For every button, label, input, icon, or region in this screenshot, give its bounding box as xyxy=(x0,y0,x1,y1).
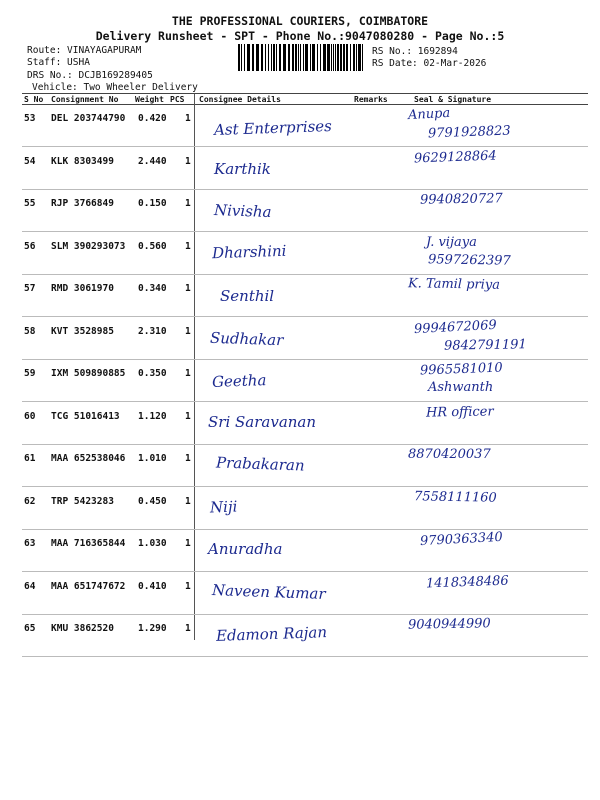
barcode-bar xyxy=(303,44,304,71)
signature-line-1: 9040944990 xyxy=(407,616,491,633)
table-top-rule xyxy=(22,93,588,94)
table-row xyxy=(0,148,600,190)
signature-line-2: 9791928823 xyxy=(427,123,511,142)
barcode-bar xyxy=(271,44,272,71)
row-sno: 65 xyxy=(24,623,36,634)
col-consignee: Consignee Details xyxy=(199,95,281,104)
consignee-handwritten-name: Karthik xyxy=(214,159,271,178)
barcode-bar xyxy=(323,44,326,71)
barcode-bar xyxy=(252,44,254,71)
row-sno: 63 xyxy=(24,538,36,549)
row-consignment-number: MAA 652538046 xyxy=(51,453,126,464)
row-weight: 2.440 xyxy=(138,155,167,167)
barcode-bar xyxy=(346,44,348,71)
barcode-bar xyxy=(358,44,361,71)
signature-line-2: Ashwanth xyxy=(428,380,494,395)
signature-line-1: 9994672069 xyxy=(413,317,498,337)
runsheet-subtitle: Delivery Runsheet - SPT - Phone No.:9047080280 - Page No.:5 xyxy=(95,29,505,43)
row-pcs: 1 xyxy=(185,155,191,167)
barcode-image xyxy=(238,44,366,71)
row-pcs: 1 xyxy=(185,623,191,634)
barcode-bar xyxy=(312,44,315,71)
consignee-handwritten-name: Edamon Rajan xyxy=(215,623,328,645)
table-row xyxy=(0,275,600,317)
consignee-handwritten-name: Geetha xyxy=(211,371,267,391)
consignee-handwritten-name: Nivisha xyxy=(213,201,272,221)
barcode-bar xyxy=(320,44,321,71)
row-pcs: 1 xyxy=(185,283,191,294)
row-sno: 64 xyxy=(24,580,36,592)
row-weight: 0.150 xyxy=(138,198,167,209)
row-sno: 60 xyxy=(24,410,36,422)
barcode-bar xyxy=(317,44,318,71)
row-pcs: 1 xyxy=(185,538,191,549)
row-weight: 0.420 xyxy=(138,113,167,124)
signature-line-1: K. Tamil priya xyxy=(407,276,501,293)
signature-line-1: 7558111160 xyxy=(413,488,497,506)
barcode-bar xyxy=(327,44,330,71)
barcode-bar xyxy=(310,44,311,71)
seal-signature xyxy=(388,530,588,574)
seal-signature xyxy=(388,275,588,319)
barcode-bar xyxy=(305,44,308,71)
signature-line-1: 9790363340 xyxy=(419,529,504,550)
vehicle-label: Vehicle: Two Wheeler Delivery xyxy=(32,82,198,93)
row-weight: 0.450 xyxy=(138,495,167,507)
row-sno: 54 xyxy=(24,155,36,167)
barcode-bar xyxy=(295,44,297,71)
row-consignment-number: RJP 3766849 xyxy=(51,198,114,209)
table-row xyxy=(0,233,600,275)
signature-line-1: 9965581010 xyxy=(419,360,503,379)
seal-signature xyxy=(388,403,588,447)
barcode-bar xyxy=(276,44,277,71)
row-weight: 1.290 xyxy=(138,623,167,634)
barcode-bar xyxy=(300,44,301,71)
drs-number: DRS No.: DCJB169289405 xyxy=(27,70,153,81)
signature-line-1: 1418348486 xyxy=(425,573,509,591)
signature-line-1: J. vijaya xyxy=(426,234,477,250)
table-row xyxy=(0,445,600,487)
barcode-bar xyxy=(261,44,263,71)
row-divider xyxy=(22,656,588,657)
row-weight: 1.010 xyxy=(138,453,167,464)
table-row xyxy=(0,488,600,530)
col-weight: Weight xyxy=(135,95,164,104)
company-title: THE PROFESSIONAL COURIERS, COIMBATORE xyxy=(171,14,429,28)
barcode-bar xyxy=(265,44,266,71)
signature-line-2: 9842791191 xyxy=(443,336,527,354)
barcode-bar xyxy=(279,44,281,71)
seal-signature xyxy=(388,360,588,404)
barcode-bar xyxy=(238,44,240,71)
signature-line-1: 9629128864 xyxy=(413,148,497,166)
row-weight: 1.120 xyxy=(138,410,167,422)
consignee-handwritten-name: Prabakaran xyxy=(215,453,305,475)
row-sno: 53 xyxy=(24,113,36,124)
row-consignment-number: TRP 5423283 xyxy=(51,495,114,507)
barcode-bar xyxy=(333,44,334,71)
consignee-handwritten-name: Niji xyxy=(209,497,238,516)
row-weight: 0.410 xyxy=(138,580,167,592)
barcode-bar xyxy=(362,44,363,71)
seal-signature xyxy=(388,445,588,489)
signature-line-1: Anupa xyxy=(407,105,451,124)
barcode-bar xyxy=(298,44,299,71)
row-weight: 1.030 xyxy=(138,538,167,549)
signature-line-1: 8870420037 xyxy=(408,447,491,462)
seal-signature xyxy=(388,573,588,617)
barcode-bar xyxy=(340,44,342,71)
barcode-bar xyxy=(292,44,294,71)
row-pcs: 1 xyxy=(185,240,191,252)
barcode-bar xyxy=(268,44,269,71)
rs-number: RS No.: 1692894 xyxy=(372,46,458,57)
col-pcs: PCS xyxy=(170,95,185,104)
seal-signature xyxy=(388,105,588,149)
barcode-bar xyxy=(331,44,332,71)
barcode-bar xyxy=(335,44,336,71)
row-consignment-number: DEL 203744790 xyxy=(51,113,126,124)
row-pcs: 1 xyxy=(185,368,191,379)
row-consignment-number: KMU 3862520 xyxy=(51,623,114,634)
consignee-handwritten-name: Sudhakar xyxy=(209,328,284,349)
row-consignment-number: RMD 3061970 xyxy=(51,283,114,294)
seal-signature xyxy=(388,190,588,234)
row-pcs: 1 xyxy=(185,580,191,592)
barcode-bar xyxy=(343,44,345,71)
route-label: Route: VINAYAGAPURAM xyxy=(27,45,142,56)
seal-signature xyxy=(388,148,588,192)
row-pcs: 1 xyxy=(185,198,191,209)
row-weight: 0.350 xyxy=(138,368,167,379)
consignee-handwritten-name: Sri Saravanan xyxy=(208,412,317,431)
table-row xyxy=(0,530,600,572)
row-pcs: 1 xyxy=(185,453,191,464)
barcode-bar xyxy=(273,44,275,71)
row-sno: 55 xyxy=(24,198,36,209)
row-pcs: 1 xyxy=(185,113,191,124)
col-sno: S No xyxy=(24,95,44,104)
row-sno: 61 xyxy=(24,453,36,464)
row-consignment-number: MAA 716365844 xyxy=(51,538,126,549)
seal-signature xyxy=(388,615,588,659)
barcode-bar xyxy=(244,44,245,71)
consignee-handwritten-name: Anuradha xyxy=(208,540,283,558)
col-remarks: Remarks xyxy=(354,95,388,104)
signature-line-1: HR officer xyxy=(425,403,494,421)
barcode-bar xyxy=(353,44,355,71)
staff-label: Staff: USHA xyxy=(27,57,90,68)
table-row xyxy=(0,190,600,232)
table-row xyxy=(0,360,600,402)
barcode-bar xyxy=(337,44,339,71)
seal-signature xyxy=(388,318,588,362)
row-consignment-number: TCG 51016413 xyxy=(51,410,120,422)
row-sno: 62 xyxy=(24,495,36,507)
barcode-bar xyxy=(288,44,290,71)
row-pcs: 1 xyxy=(185,325,191,337)
row-pcs: 1 xyxy=(185,495,191,507)
row-sno: 58 xyxy=(24,325,36,337)
row-sno: 59 xyxy=(24,368,36,379)
row-consignment-number: IXM 509890885 xyxy=(51,368,126,379)
col-seal-signature: Seal & Signature xyxy=(414,95,492,104)
row-weight: 0.560 xyxy=(138,240,167,252)
consignee-handwritten-name: Ast Enterprises xyxy=(213,116,333,140)
row-consignment-number: SLM 390293073 xyxy=(51,240,126,252)
row-weight: 0.340 xyxy=(138,283,167,294)
barcode-bar xyxy=(247,44,250,71)
seal-signature xyxy=(388,233,588,277)
barcode-bar xyxy=(256,44,259,71)
table-row xyxy=(0,318,600,360)
barcode-bar xyxy=(356,44,357,71)
table-row xyxy=(0,105,600,147)
row-weight: 2.310 xyxy=(138,325,167,337)
row-pcs: 1 xyxy=(185,410,191,422)
barcode-bar xyxy=(283,44,286,71)
row-consignment-number: KLK 8303499 xyxy=(51,155,114,167)
consignee-handwritten-name: Dharshini xyxy=(211,241,287,262)
table-row xyxy=(0,403,600,445)
seal-signature xyxy=(388,488,588,532)
signature-line-2: 9597262397 xyxy=(427,251,511,269)
table-row xyxy=(0,615,600,657)
row-sno: 56 xyxy=(24,240,36,252)
row-consignment-number: MAA 651747672 xyxy=(51,580,126,592)
signature-line-1: 9940820727 xyxy=(419,191,503,208)
rs-date: RS Date: 02-Mar-2026 xyxy=(372,58,487,69)
row-sno: 57 xyxy=(24,283,36,294)
row-consignment-number: KVT 3528985 xyxy=(51,325,114,337)
table-row xyxy=(0,573,600,615)
consignee-handwritten-name: Senthil xyxy=(220,287,275,305)
consignee-handwritten-name: Naveen Kumar xyxy=(211,580,326,603)
barcode-bar xyxy=(350,44,351,71)
barcode-bar xyxy=(241,44,242,71)
col-consignment: Consignment No xyxy=(51,95,119,104)
